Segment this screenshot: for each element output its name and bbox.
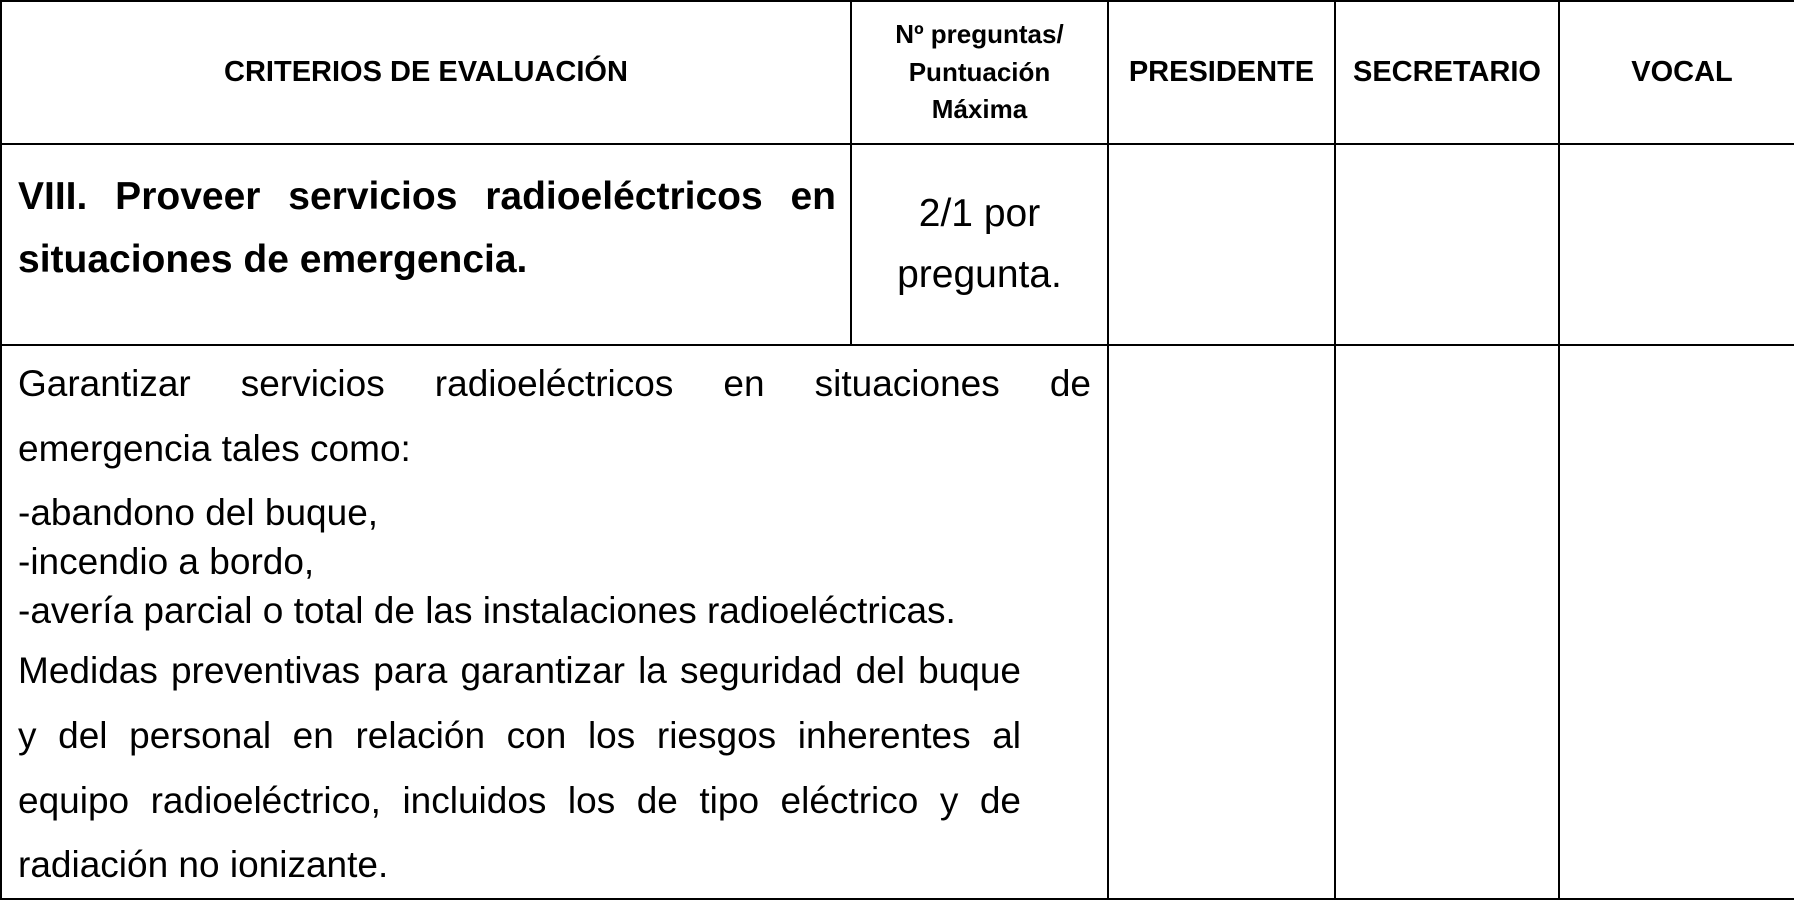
section-score-line2: pregunta.	[897, 252, 1062, 296]
header-vocal: VOCAL	[1559, 1, 1794, 144]
header-questions-line2: Puntuación	[908, 56, 1051, 87]
list-item: -incendio a bordo,	[18, 540, 315, 582]
header-questions-line3: Máxima	[931, 94, 1028, 125]
section-title: VIII. Proveer servicios radioeléctricos en situaciones de emergencia.	[1, 144, 851, 345]
header-questions-line1: Nº preguntas/	[895, 18, 1064, 49]
list-item: -abandono del buque,	[18, 491, 379, 533]
header-president: PRESIDENTE	[1108, 1, 1335, 144]
section-score-line1: 2/1 por	[918, 192, 1041, 236]
vocal-score-cell	[1559, 144, 1794, 345]
vocal-content-cell	[1559, 345, 1794, 899]
header-secretary: SECRETARIO	[1335, 1, 1559, 144]
criteria-list	[18, 488, 1091, 636]
secretary-score-cell	[1335, 144, 1559, 345]
secretary-content-cell	[1335, 345, 1559, 899]
section-row	[1, 144, 1794, 345]
content-row	[1, 345, 1794, 899]
president-content-cell	[1108, 345, 1335, 899]
header-questions-score	[851, 1, 1108, 144]
criteria-intro: Garantizar servicios radioeléctricos en situaciones de emergencia tales como:	[18, 363, 1091, 469]
section-score	[851, 144, 1108, 345]
criteria-outro: Medidas preventivas para garantizar la seguridad del buque y del personal en relación con los riesgos inherentes al equipo radioeléctrico, incluidos los de tipo eléctrico y de radiación no ionizante.	[18, 650, 1021, 886]
president-score-cell	[1108, 144, 1335, 345]
list-item: -avería parcial o total de las instalaciones radioeléctricas.	[18, 589, 956, 631]
header-criteria: CRITERIOS DE EVALUACIÓN	[1, 1, 851, 144]
criteria-content-cell	[1, 345, 1108, 899]
table-header-row	[1, 1, 1794, 144]
